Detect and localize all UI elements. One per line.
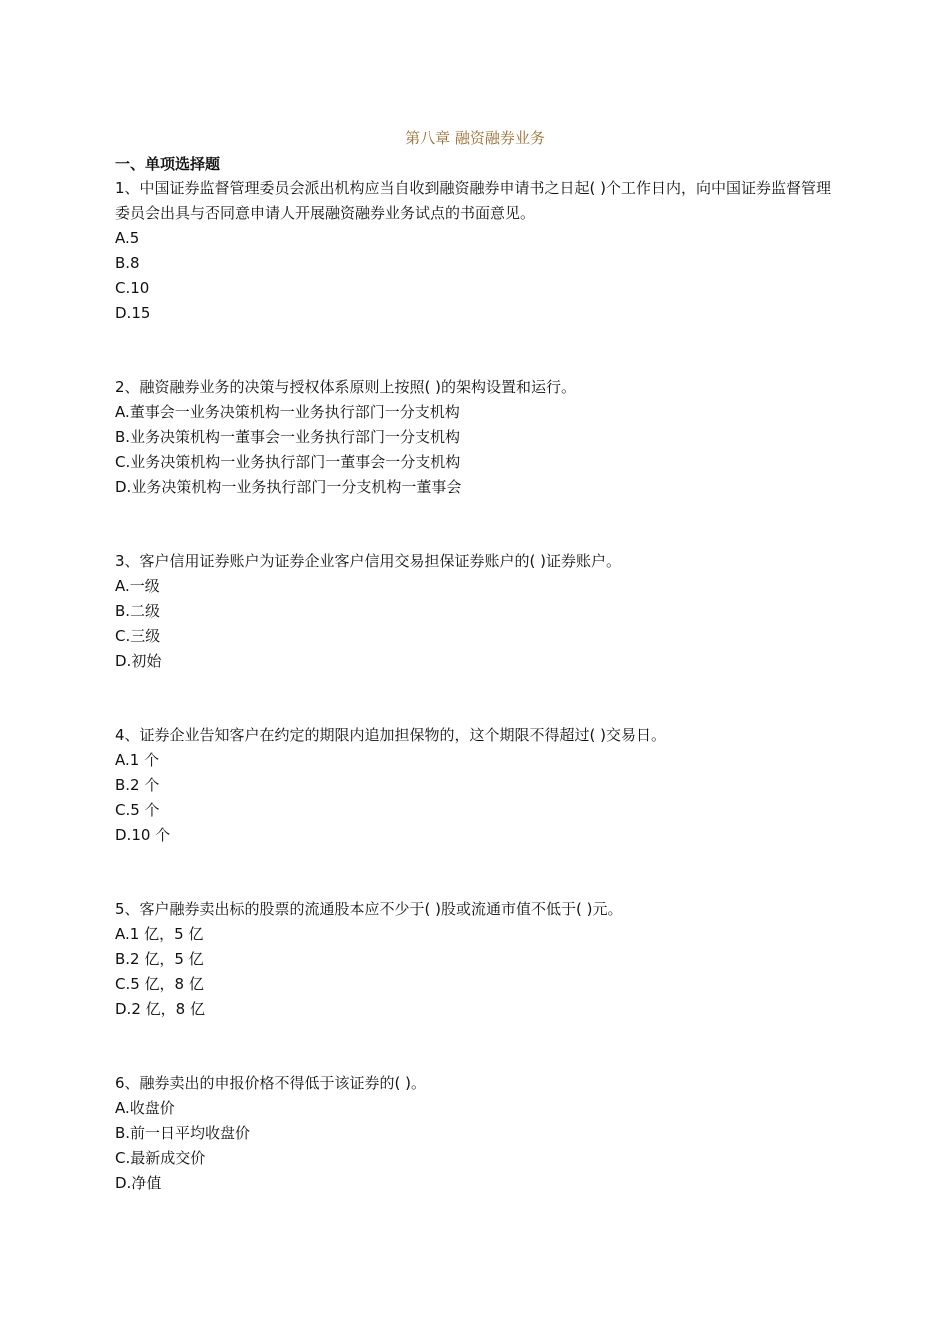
option-a: A.1 个	[115, 751, 160, 769]
option-a: A.收盘价	[115, 1099, 175, 1117]
option-c: C.5 亿，8 亿	[115, 975, 204, 993]
question-stem: 1、中国证券监督管理委员会派出机构应当自收到融资融券申请书之日起( )个工作日内，向中国证券监督管理委员会出具与否同意申请人开展融资融券业务试点的书面意见。	[115, 179, 832, 222]
option-c: C.最新成交价	[115, 1149, 206, 1167]
option-d: D.净值	[115, 1174, 162, 1192]
question-stem: 3、客户信用证券账户为证券企业客户信用交易担保证券账户的( )证券账户。	[115, 552, 622, 570]
question-spacer	[115, 500, 835, 549]
question-stem: 4、证券企业告知客户在约定的期限内追加担保物的，这个期限不得超过( )交易日。	[115, 726, 667, 744]
option-a: A.董事会一业务决策机构一业务执行部门一分支机构	[115, 403, 460, 421]
question-4	[115, 723, 835, 848]
option-b: B.前一日平均收盘价	[115, 1124, 251, 1142]
option-d: D.2 亿，8 亿	[115, 1000, 205, 1018]
question-5	[115, 897, 835, 1022]
option-c: C.10	[115, 279, 150, 297]
question-stem: 2、融资融券业务的决策与授权体系原则上按照( )的架构设置和运行。	[115, 378, 577, 396]
document-page	[115, 126, 835, 1196]
option-c: C.业务决策机构一业务执行部门一董事会一分支机构	[115, 453, 461, 471]
option-a: A.一级	[115, 577, 160, 595]
option-c: C.三级	[115, 627, 161, 645]
option-b: B.2 个	[115, 776, 160, 794]
question-1	[115, 176, 835, 326]
option-a: A.5	[115, 229, 140, 247]
question-spacer	[115, 1022, 835, 1071]
question-2	[115, 375, 835, 500]
option-d: D.10 个	[115, 826, 171, 844]
question-3	[115, 549, 835, 674]
chapter-title: 第八章 融资融券业务	[405, 129, 545, 147]
option-d: D.15	[115, 304, 151, 322]
option-b: B.8	[115, 254, 140, 272]
option-b: B.业务决策机构一董事会一业务执行部门一分支机构	[115, 428, 461, 446]
option-a: A.1 亿，5 亿	[115, 925, 204, 943]
question-spacer	[115, 848, 835, 897]
option-c: C.5 个	[115, 801, 160, 819]
question-stem: 5、客户融券卖出标的股票的流通股本应不少于( )股或流通市值不低于( )元。	[115, 900, 623, 918]
option-b: B.2 亿，5 亿	[115, 950, 204, 968]
option-d: D.业务决策机构一业务执行部门一分支机构一董事会	[115, 478, 462, 496]
question-spacer	[115, 674, 835, 723]
section-title: 一、单项选择题	[115, 155, 221, 173]
option-b: B.二级	[115, 602, 161, 620]
question-stem: 6、融券卖出的申报价格不得低于该证券的( )。	[115, 1074, 427, 1092]
option-d: D.初始	[115, 652, 162, 670]
question-spacer	[115, 326, 835, 375]
question-6	[115, 1071, 835, 1196]
